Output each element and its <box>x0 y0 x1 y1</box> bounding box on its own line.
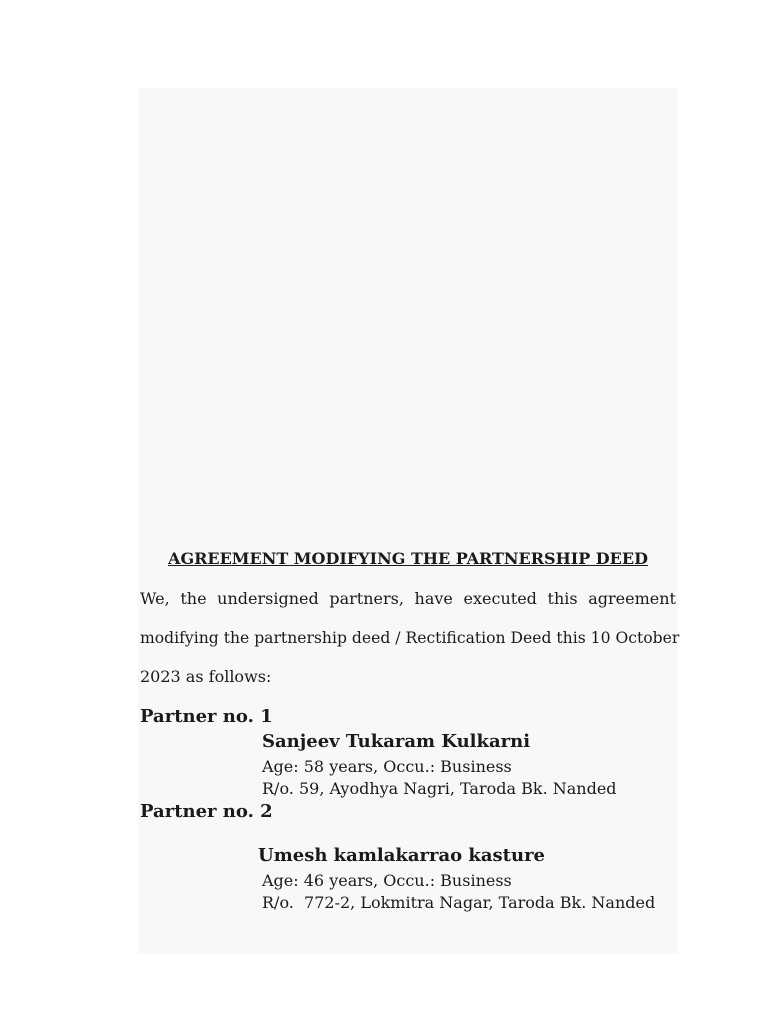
partner-1-age-occupation: Age: 58 years, Occu.: Business <box>262 757 512 776</box>
intro-word: agreement <box>588 589 676 608</box>
intro-word: executed <box>463 589 537 608</box>
partner-1-name: Sanjeev Tukaram Kulkarni <box>262 731 531 752</box>
partner-2-heading: Partner no. 2 <box>140 801 273 822</box>
partner-1-heading: Partner no. 1 <box>140 706 273 727</box>
intro-word: have <box>414 589 453 608</box>
intro-word: the <box>180 589 207 608</box>
intro-word: this <box>547 589 578 608</box>
intro-word: partners, <box>329 589 404 608</box>
intro-line-3: 2023 as follows: <box>140 667 272 686</box>
partner-1-residence: R/o. 59, Ayodhya Nagri, Taroda Bk. Nanded <box>262 779 617 798</box>
document-title: AGREEMENT MODIFYING THE PARTNERSHIP DEED <box>168 549 648 568</box>
intro-line-1 <box>140 589 676 609</box>
intro-line-2: modifying the partnership deed / Rectification Deed this 10 October <box>140 629 680 647</box>
partner-2-age-occupation: Age: 46 years, Occu.: Business <box>262 871 512 890</box>
intro-word: We, <box>140 589 170 608</box>
intro-word: undersigned <box>217 589 319 608</box>
partner-2-name: Umesh kamlakarrao kasture <box>258 845 546 866</box>
partner-2-residence: R/o. 772-2, Lokmitra Nagar, Taroda Bk. Nanded <box>262 893 656 912</box>
document-page <box>138 88 678 954</box>
